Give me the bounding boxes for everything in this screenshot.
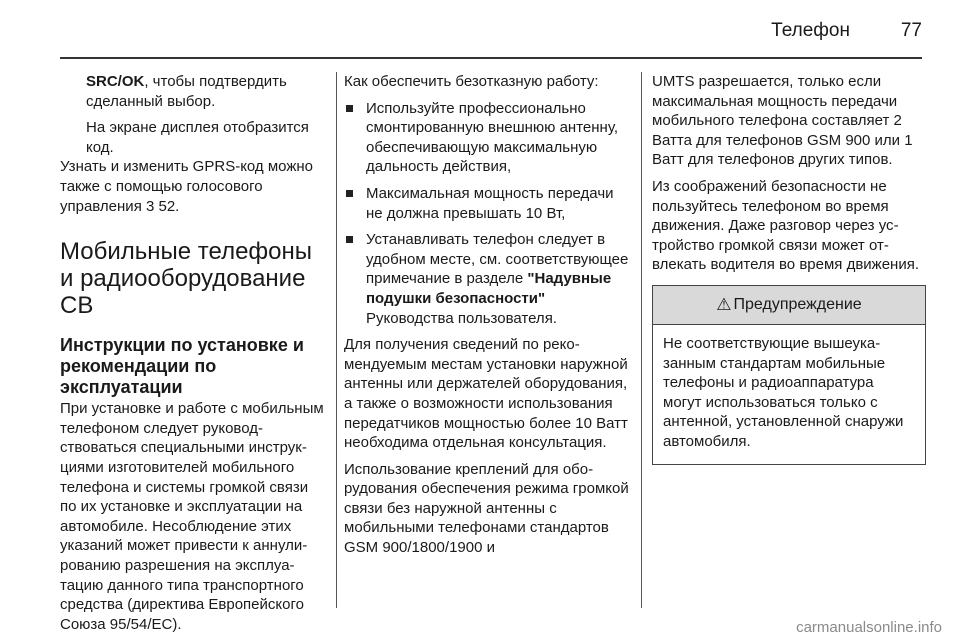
page-reference-icon: 3 <box>145 197 155 215</box>
column-divider <box>641 72 642 608</box>
list-item: Максимальная мощность передачи не должна превышать 10 Вт, <box>344 184 630 223</box>
paragraph: При установке и работе с мобильным телефоном следует руководствоваться специальными инструкциями изготовителей мобильного телефона и системы громкой связи по их установке и эксплуатации на автомобиле. Несоблюдение этих указаний может привести к аннулированию разрешения на эксплуатацию данного типа транспортного средства (директива Европейского Союза 95/54/EC). <box>60 400 324 633</box>
paragraph: Для получения сведений по рекомендуемым местам установки наружной антенны или держателей оборудования, а также о возможности использования передатчиков мощностью более 10 Ватт необходима отдельная консультация. <box>344 336 628 452</box>
paragraph: На экране дисплея отобразится код. <box>86 119 309 156</box>
paragraph: Как обеспечить безотказную работу: <box>344 73 599 90</box>
column-2 <box>344 72 630 558</box>
column-3 <box>652 72 926 465</box>
paragraph: SRC/OK, чтобы подтвердить сделанный выбор. <box>86 73 287 110</box>
warning-box <box>652 285 926 465</box>
paragraph: UMTS разрешается, только если максимальная мощность передачи мобильного телефона составляет 2 Ватта для телефонов GSM 900 или 1 Ватт для телефонов других типов. <box>652 73 913 169</box>
paragraph: Из соображений безопасности не пользуйтесь телефоном во время движения. Даже разговор через устройство громкой связи может отвлекать водителя во время движения. <box>652 177 920 274</box>
warning-header <box>653 286 925 325</box>
header-rule <box>60 57 922 59</box>
bullet-square-icon <box>346 105 353 112</box>
bullet-square-icon <box>346 236 353 243</box>
page-number: 77 <box>900 20 922 41</box>
warning-title: Предупреждение <box>733 296 862 314</box>
watermark: carmanualsonline.info <box>796 619 942 636</box>
column-1 <box>60 72 328 634</box>
paragraph: Использование креплений для оборудования обеспечения режима громкой связи без наружной антенны с мобильными телефонами стандартов GSM 900/1800/1900 и <box>344 460 629 557</box>
running-header-title: Телефон <box>771 20 850 41</box>
airbag-section-reference: "Надувные подушки безопасности" <box>366 270 612 307</box>
bullet-square-icon <box>346 190 353 197</box>
paragraph: Узнать и изменить GPRS-код можно также с помощью голосового управления 3 52. <box>60 158 314 215</box>
src-ok-key: SRC/OK <box>86 73 145 90</box>
warning-text: Не соответствующие вышеуказанным стандартам мобильные телефоны и радиоаппаратура могут использоваться только с антенной, установленной снаружи автомобиля. <box>663 334 904 450</box>
section-heading: Мобильные телефоны и радиооборудование СВ <box>60 238 313 320</box>
list-item: Используйте профессионально смонтированную внешнюю антенну, обеспечивающую максимальную дальность действия, <box>344 99 630 177</box>
column-divider <box>336 72 337 608</box>
subsection-heading: Инструкции по установке и рекомендации по эксплуатации <box>60 335 304 398</box>
warning-triangle-icon: ⚠ <box>716 295 732 315</box>
list-item: Устанавливать телефон следует в удобном месте, см. соответствующее примечание в разделе "Надувные подушки безопасности" Руководства пользователя. <box>344 230 630 328</box>
